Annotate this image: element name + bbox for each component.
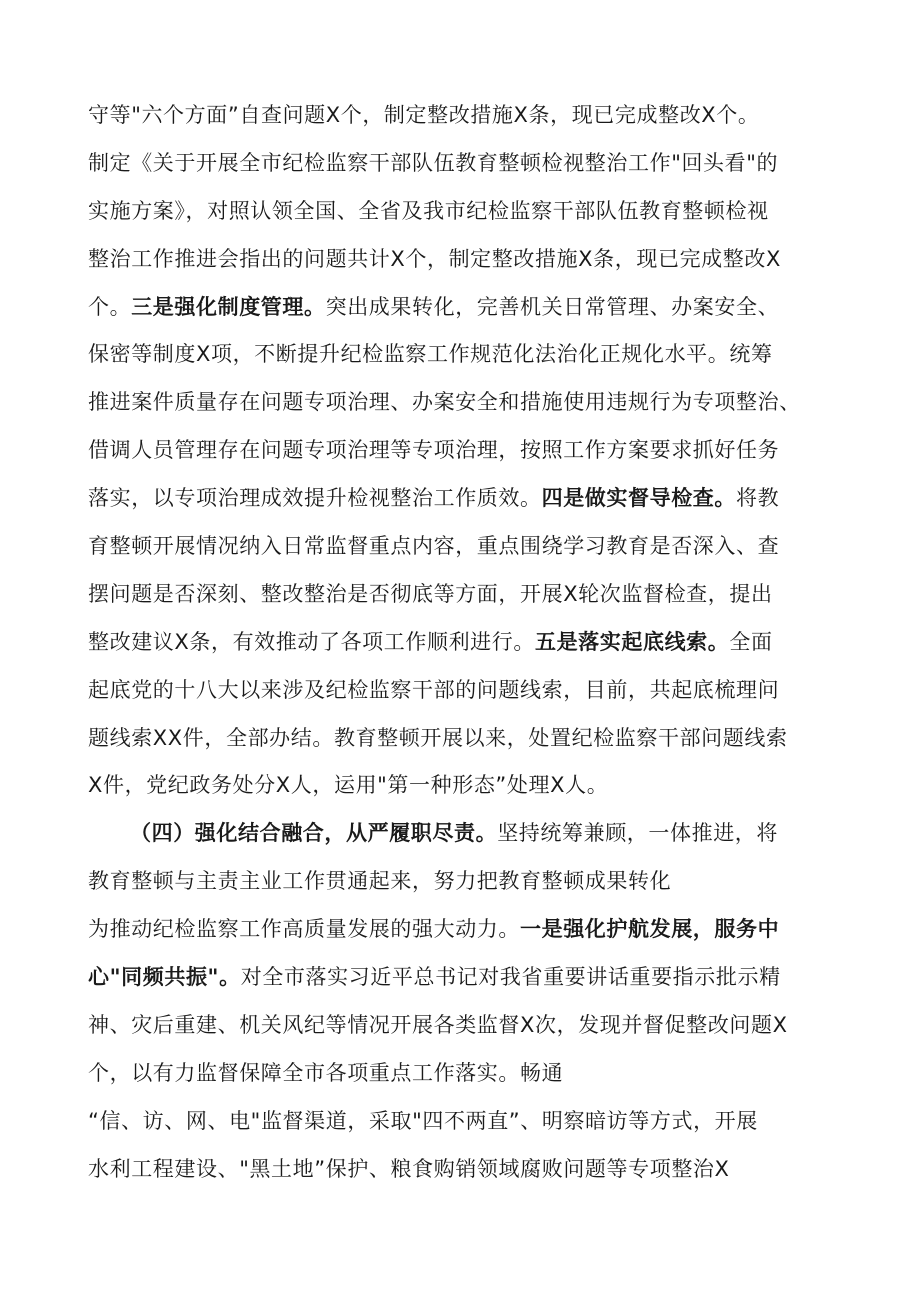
text-run: 全面: [729, 629, 773, 654]
text-run: 将教: [736, 486, 780, 511]
text-line: [88, 906, 848, 954]
section-heading-line: [88, 810, 848, 858]
text-line: [88, 1002, 848, 1050]
text-run: 水利工程建设、"黑土地”保护、粮食购销领域腐败问题等专项整治X: [88, 1156, 730, 1181]
text-run: 为推动纪检监察工作高质量发展的强大动力。: [88, 917, 520, 942]
text-run: 神、灾后重建、机关风纪等情况开展各类监督X次，发现并督促整改问题X: [88, 1012, 788, 1037]
heading-run: 一是强化护航发展，服务中: [520, 917, 780, 942]
heading-run: 四是做实督导检查。: [541, 486, 737, 511]
text-line: [88, 427, 848, 475]
text-line: [88, 1146, 848, 1194]
text-line: [88, 188, 848, 236]
text-run: “信、访、网、电"监督渠道，采取"四不两直”、明察暗访等方式，开展: [88, 1108, 758, 1133]
text-line: [88, 523, 848, 571]
text-run: 教育整顿与主责主业工作贯通起来，努力把教育整顿成果转化: [88, 869, 672, 894]
text-run: 突出成果转化，完善机关日常管理、办案安全、: [325, 294, 780, 319]
text-run: X件，党纪政务处分X人，运用"第一种形态”处理X人。: [88, 773, 609, 798]
text-line: [88, 284, 848, 332]
heading-run: 三是强化制度管理。: [131, 294, 326, 319]
text-line: [88, 379, 848, 427]
text-run: 摆问题是否深刻、整改整治是否彻底等方面，开展X轮次监督检查，提出: [88, 581, 773, 606]
text-run: 保密等制度X项，不断提升纪检监察工作规范化法治化正规化水平。统筹: [88, 342, 773, 367]
text-run: 制定《关于开展全市纪检监察干部队伍教育整顿检视整治工作"回头看"的: [88, 150, 779, 175]
text-line: [88, 762, 848, 810]
text-run: 整治工作推进会指出的问题共计X个，制定整改措施X条，现已完成整改X: [88, 246, 781, 271]
text-line: [88, 571, 848, 619]
section-heading: （四）强化结合融合，从严履职尽责。: [130, 821, 498, 846]
text-run: 实施方案》，对照认领全国、全省及我市纪检监察干部队伍教育整顿检视: [88, 198, 769, 223]
text-run: 借调人员管理存在问题专项治理等专项治理，按照工作方案要求抓好任务: [88, 438, 780, 463]
text-line: [88, 715, 848, 763]
text-line: [88, 1050, 848, 1098]
text-run: 起底党的十八大以来涉及纪检监察干部的问题线索，目前，共起底梳理问: [88, 677, 780, 702]
body-text: [88, 92, 848, 1193]
heading-run: 心"同频共振"。: [88, 965, 241, 990]
text-run: 题线索XX件，全部办结。教育整顿开展以来，处置纪检监察干部问题线索: [88, 725, 788, 750]
text-run: 守等"六个方面”自查问题X个，制定整改措施X条，现已完成整改X个。: [88, 103, 760, 127]
text-run: 对全市落实习近平总书记对我省重要讲话重要指示批示精: [240, 965, 781, 990]
text-line: [88, 619, 848, 667]
text-run: 整改建议X条，有效推动了各项工作顺利进行。: [88, 629, 535, 654]
text-line: [88, 667, 848, 715]
text-line: [88, 236, 848, 284]
text-line: [88, 475, 848, 523]
text-line: [88, 954, 848, 1002]
text-line: [88, 140, 848, 188]
text-run: 个。: [88, 294, 132, 319]
text-run: 育整顿开展情况纳入日常监督重点内容，重点围绕学习教育是否深入、查: [88, 534, 780, 559]
text-run: 坚持统筹兼顾，一体推进，将: [497, 821, 779, 846]
text-run: 个，以有力监督保障全市各项重点工作落实。畅通: [88, 1060, 564, 1085]
text-run: 推进案件质量存在问题专项治理、办案安全和措施使用违规行为专项整治、: [88, 390, 801, 415]
text-line: [88, 92, 848, 140]
text-line: [88, 858, 848, 906]
text-line: [88, 331, 848, 379]
text-line: [88, 1098, 848, 1146]
heading-run: 五是落实起底线索。: [534, 629, 730, 654]
text-run: 落实，以专项治理成效提升检视整治工作质效。: [88, 486, 542, 511]
